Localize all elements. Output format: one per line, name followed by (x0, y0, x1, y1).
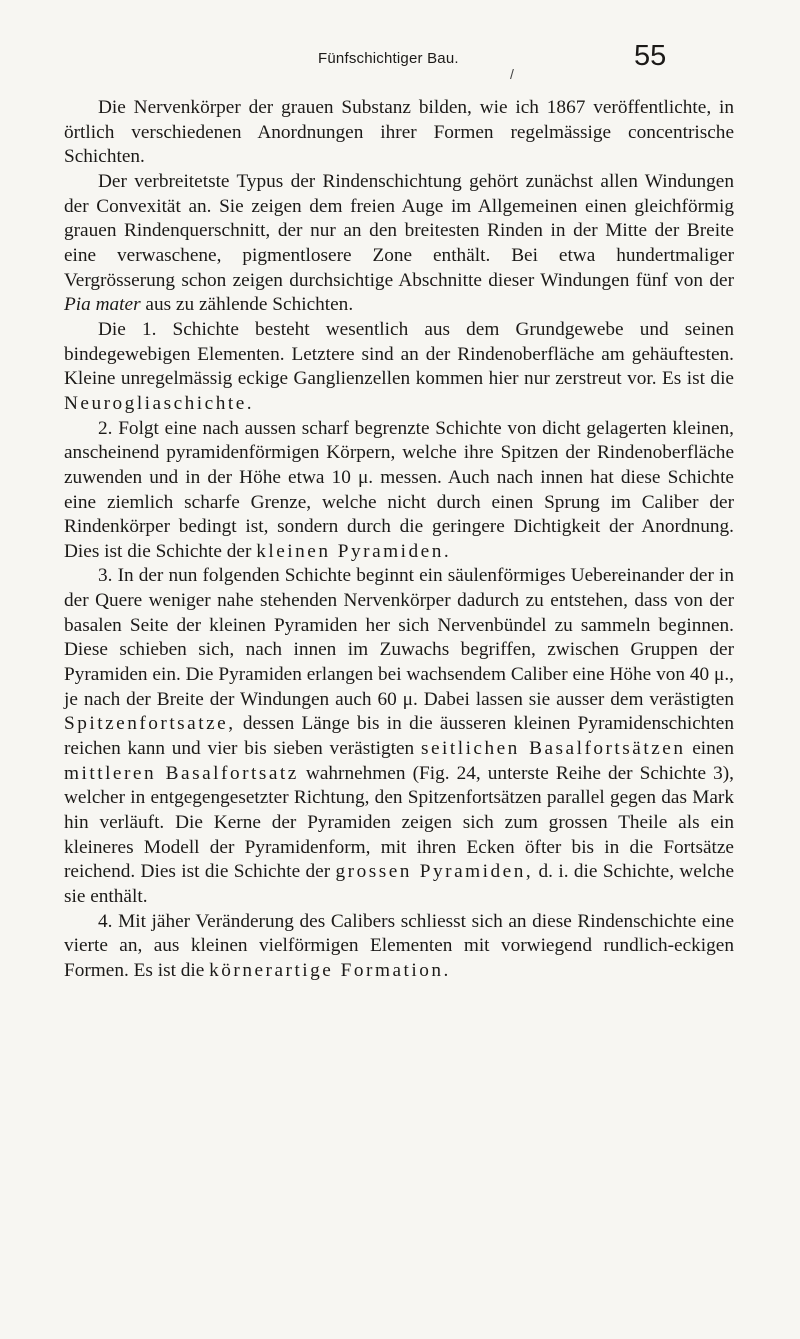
spaced-term: mittleren Basalfortsatz (64, 762, 299, 784)
paragraph (64, 96, 734, 170)
page-header (0, 40, 800, 84)
spaced-term: Spitzenfortsatze, (64, 713, 236, 735)
text-run: Der verbreitetste Typus der Rindenschichtung gehört zunächst allen Windungen der Convexität an. Sie zeigen dem freien Auge im Allgemeinen einen gleichförmig grauen Rindenquerschnitt, der nur an den breitesten Rinden in der Mitte der Breite eine verwaschene, pigmentlosere Zone enthält. Bei etwa hundertmaliger Vergrösserung schon zeigen durchsichtige Abschnitte dieser Windungen fünf von der (64, 170, 734, 291)
paragraph (64, 170, 734, 318)
text-run: 4. Mit jäher Veränderung des Calibers schliesst sich an diese Rindenschichte eine vierte an, aus kleinen vielförmigen Elementen mit vorwiegend rundlich-eckigen Formen. Es ist die (64, 910, 734, 981)
paragraph (64, 318, 734, 417)
italic-term: Pia mater (64, 294, 141, 316)
spaced-term: Neurogliaschichte. (64, 392, 255, 414)
text-run: 2. Folgt eine nach aussen scharf begrenzte Schichte von dicht gelagerten kleinen, anscheinend pyramidenförmigen Körpern, welche ihre Spitzen der Rindenoberfläche zuwenden und in der Höhe etwa 10 μ. messen. Auch nach innen hat diese Schichte eine ziemlich scharfe Grenze, welche nicht durch einen Sprung im Caliber der Rindenkörper bedingt ist, sondern durch die geringere Dichtigkeit der Anordnung. Dies ist die Schichte der (64, 417, 734, 562)
running-title: Fünfschichtiger Bau. (318, 50, 459, 67)
text-run: aus zu zählende Schichten. (140, 294, 354, 316)
text-run: dessen Länge bis in die äusseren kleinen Pyramidenschichten reichen kann und vier bis sieben verästigten (64, 713, 734, 760)
text-run: Die Nervenkörper der grauen Substanz bilden, wie ich 1867 veröffentlichte, in örtlich verschiedenen Anordnungen ihrer Formen regelmässige concentrische Schichten. (64, 97, 734, 168)
paragraph (64, 417, 734, 565)
spaced-term: seitlichen Basalfortsätzen (420, 738, 686, 760)
margin-mark: / (510, 66, 514, 82)
text-run: Die 1. Schichte besteht wesentlich aus dem Grundgewebe und seinen bindegewebigen Elementen. Letztere sind an der Rindenoberfläche am gehäuftesten. Kleine unregelmässig eckige Ganglienzellen kommen hier nur zerstreut vor. Es ist die (64, 318, 734, 390)
text-run: d. i. die Schichte, welche sie enthält. (64, 861, 735, 907)
text-run: wahrnehmen (Fig. 24, unterste Reihe der Schichte 3), welcher in entgegengesetzter Richtung, den Spitzenfortsätzen parallel gegen das Mark hin verläuft. Die Kerne der Pyramiden zeigen sich zum grossen Theile als ein kleineres Modell der Pyramidenform, mit ihren Ecken öfter bis in die Fortsätze reichend. Dies ist die Schichte der (64, 762, 735, 883)
paragraph (64, 564, 734, 909)
text-run: 3. In der nun folgenden Schichte beginnt ein säulenförmiges Uebereinander der in der Quere weniger nahe stehenden Nervenkörper dadurch zu entstehen, dass von der basalen Seite der kleinen Pyramiden her sich Nervenbündel zu sammeln beginnen. Diese schieben sich, nach innen im Zuwachs begriffen, zwischen Gruppen der Pyramiden ein. Die Pyramiden erlangen bei wachsendem Caliber eine Höhe von 40 μ., je nach der Breite der Windungen auch 60 μ. Dabei lassen sie ausser dem verästigten (64, 565, 734, 710)
body-text (64, 96, 734, 984)
page-number: 55 (634, 40, 667, 72)
spaced-term: grossen Pyramiden, (335, 861, 534, 883)
paragraph (64, 910, 734, 984)
spaced-term: körnerartige Formation. (209, 959, 451, 981)
spaced-term: kleinen Pyramiden. (256, 540, 452, 562)
text-run: einen (685, 738, 735, 760)
